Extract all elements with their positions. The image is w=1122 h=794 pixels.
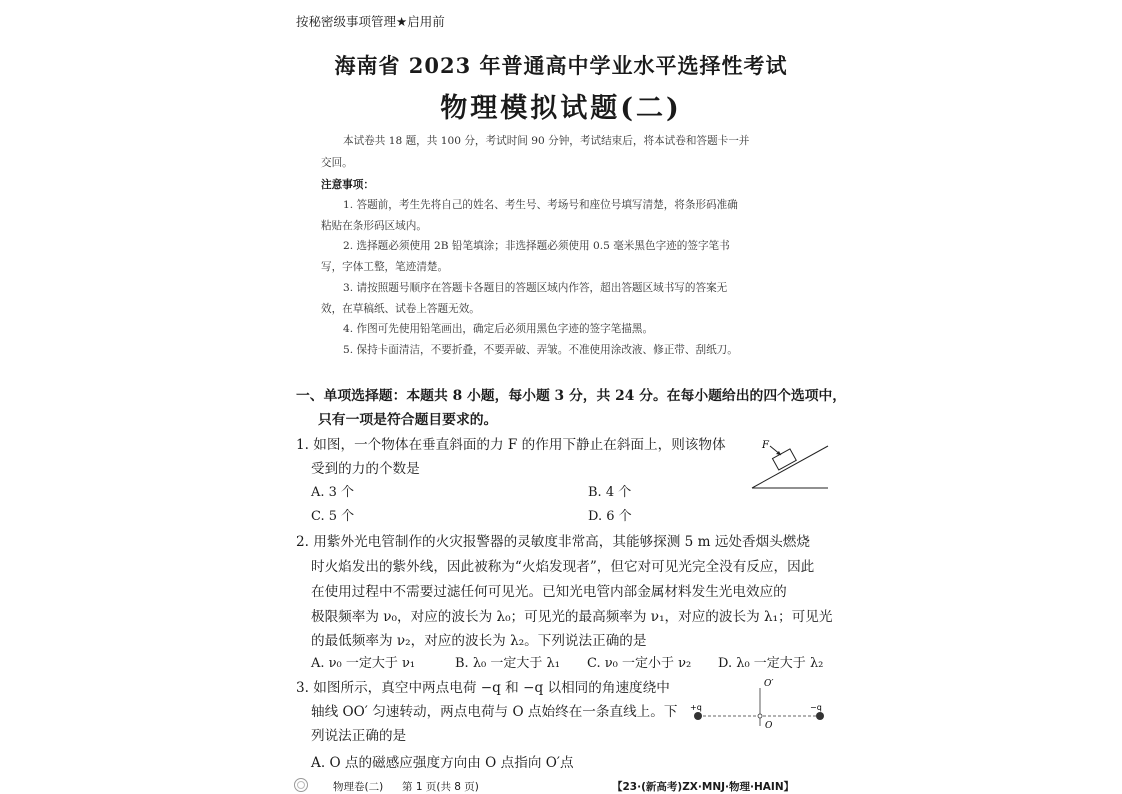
q2-stem-line1: 2. 用紫外光电管制作的火灾报警器的灵敏度非常高，其能够探测 5 m 远处香烟头燃烧 bbox=[296, 534, 810, 550]
footer-subject: 物理卷(二) bbox=[333, 781, 384, 793]
q1-option-c: C. 5 个 bbox=[311, 509, 355, 524]
q3-charges-figure bbox=[688, 676, 828, 738]
q3-stem-line3: 列说法正确的是 bbox=[311, 728, 407, 744]
q2-option-d: D. λ₀ 一定大于 λ₂ bbox=[718, 656, 824, 671]
q2-option-c: C. ν₀ 一定小于 ν₂ bbox=[587, 656, 692, 671]
left-charge bbox=[694, 712, 702, 720]
q3-option-a: A. O 点的磁感应强度方向由 O 点指向 O′点 bbox=[311, 755, 574, 771]
block-on-incline bbox=[772, 449, 796, 470]
q1-stem-line1: 1. 如图，一个物体在垂直斜面的力 F 的作用下静止在斜面上，则该物体 bbox=[296, 437, 726, 453]
right-charge bbox=[816, 712, 824, 720]
label-right-charge: −q bbox=[810, 703, 822, 712]
q3-stem-line1: 3. 如图所示，真空中两点电荷 −q 和 −q 以相同的角速度绕中 bbox=[296, 680, 670, 696]
footer-seal-icon bbox=[293, 777, 309, 793]
label-o: O bbox=[765, 721, 773, 731]
label-left-charge: +q bbox=[690, 703, 702, 712]
paper-title: 物理模拟试题(二) bbox=[440, 93, 682, 124]
q3-stem-line2: 轴线 OO′ 匀速转动，两点电荷与 O 点始终在一条直线上。下 bbox=[311, 704, 678, 720]
notice-item-5: 5. 保持卡面清洁，不要折叠，不要弄破、弄皱。不准使用涂改液、修正带、刮纸刀。 bbox=[343, 344, 738, 356]
exam-title: 海南省 2023 年普通高中学业水平选择性考试 bbox=[334, 53, 788, 78]
section-heading-line1: 一、单项选择题：本题共 8 小题，每小题 3 分，共 24 分。在每小题给出的四个选项中， bbox=[296, 388, 847, 404]
q1-incline-figure bbox=[748, 432, 832, 492]
notice-item-4: 4. 作图可先使用铅笔画出，确定后必须用黑色字迹的签字笔描黑。 bbox=[343, 323, 654, 335]
confidential-label: 按秘密级事项管理★启用前 bbox=[296, 14, 445, 29]
notice-item-1-line1: 1. 答题前，考生先将自己的姓名、考生号、考场号和座位号填写清楚，将条形码准确 bbox=[343, 199, 738, 211]
force-label: F bbox=[762, 440, 769, 451]
label-o-prime: O′ bbox=[764, 679, 774, 689]
footer-code: 【23·(新高考)ZX·MNJ·物理·HAIN】 bbox=[612, 781, 795, 793]
intro-text-line2: 交回。 bbox=[321, 157, 353, 169]
q2-stem-line3: 在使用过程中不需要过滤任何可见光。已知光电管内部金属材料发生光电效应的 bbox=[311, 584, 787, 600]
q1-option-a: A. 3 个 bbox=[311, 485, 355, 500]
notice-item-2-line2: 写，字体工整，笔迹清楚。 bbox=[321, 261, 449, 273]
q1-stem-line2: 受到的力的个数是 bbox=[311, 461, 420, 477]
q2-option-b: B. λ₀ 一定大于 λ₁ bbox=[455, 656, 560, 671]
notice-item-3-line2: 效，在草稿纸、试卷上答题无效。 bbox=[321, 303, 480, 315]
intro-text-line1: 本试卷共 18 题，共 100 分，考试时间 90 分钟，考试结束后，将本试卷和答题卡一并 bbox=[343, 135, 750, 147]
section-heading-line2: 只有一项是符合题目要求的。 bbox=[318, 412, 498, 428]
footer-page-number: 第 1 页(共 8 页) bbox=[402, 781, 479, 793]
q2-option-a: A. ν₀ 一定大于 ν₁ bbox=[311, 656, 416, 671]
q2-stem-line4: 极限频率为 ν₀，对应的波长为 λ₀；可见光的最高频率为 ν₁，对应的波长为 λ₁；可见光 bbox=[311, 609, 833, 625]
q2-stem-line2: 时火焰发出的紫外线，因此被称为“火焰发现者”，但它对可见光完全没有反应，因此 bbox=[311, 559, 815, 575]
notice-heading: 注意事项： bbox=[321, 179, 374, 191]
notice-item-3-line1: 3. 请按照题号顺序在答题卡各题目的答题区域内作答，超出答题区域书写的答案无 bbox=[343, 282, 728, 294]
notice-item-2-line1: 2. 选择题必须使用 2B 铅笔填涂；非选择题必须使用 0.5 毫米黑色字迹的签字笔书 bbox=[343, 240, 730, 252]
q1-option-b: B. 4 个 bbox=[588, 485, 632, 500]
q2-stem-line5: 的最低频率为 ν₂，对应的波长为 λ₂。下列说法正确的是 bbox=[311, 633, 647, 649]
notice-item-1-line2: 粘贴在条形码区域内。 bbox=[321, 220, 427, 232]
q1-option-d: D. 6 个 bbox=[588, 509, 632, 524]
point-o bbox=[758, 714, 762, 718]
